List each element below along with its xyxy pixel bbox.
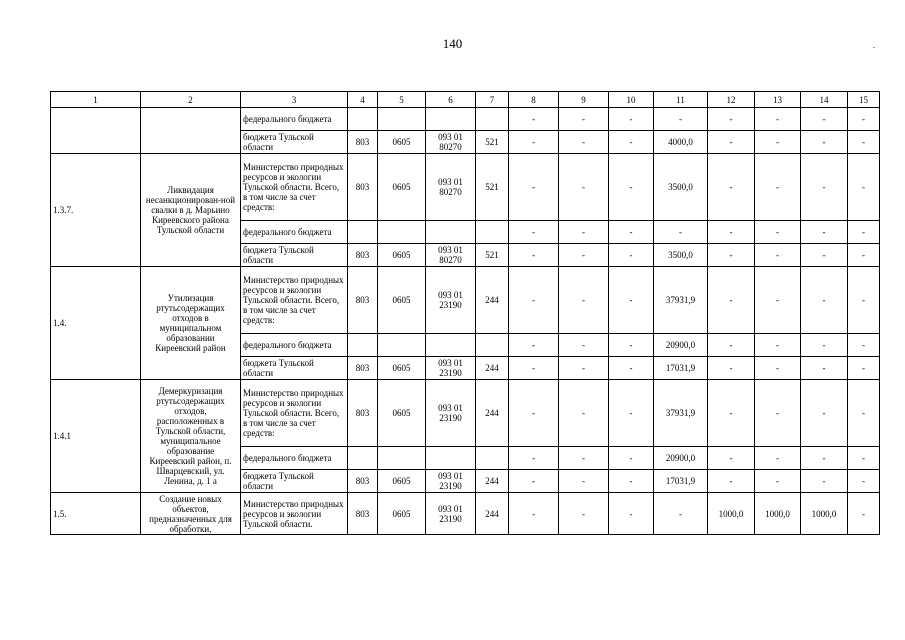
ministry-code-cell: 803 (348, 131, 378, 154)
item-number-cell: 1.3.7. (51, 154, 141, 267)
amount-cell: - (609, 221, 654, 244)
amount-cell: - (708, 154, 755, 221)
table-row (51, 380, 880, 447)
scan-mark (873, 47, 875, 48)
amount-cell: - (509, 244, 559, 267)
amount-cell: - (755, 267, 801, 334)
item-number-cell (51, 108, 141, 154)
amount-cell: - (801, 357, 848, 380)
amount-cell: - (801, 221, 848, 244)
header-cell: 8 (509, 92, 559, 108)
amount-cell: - (609, 493, 654, 535)
expense-type-cell: 521 (476, 131, 509, 154)
amount-cell: - (609, 470, 654, 493)
amount-cell: - (848, 108, 880, 131)
section-code-cell: 0605 (378, 131, 426, 154)
amount-cell: - (848, 154, 880, 221)
ministry-code-cell: 803 (348, 493, 378, 535)
header-cell: 11 (654, 92, 708, 108)
ministry-code-cell (348, 447, 378, 470)
amount-cell: 3500,0 (654, 244, 708, 267)
expense-type-cell (476, 447, 509, 470)
header-cell: 3 (241, 92, 348, 108)
funding-source-cell: федерального бюджета (241, 447, 348, 470)
amount-cell: - (559, 357, 609, 380)
amount-cell: - (801, 131, 848, 154)
amount-cell: - (848, 334, 880, 357)
amount-cell: - (609, 357, 654, 380)
expense-type-cell (476, 334, 509, 357)
amount-cell: - (654, 221, 708, 244)
section-code-cell: 0605 (378, 267, 426, 334)
amount-cell: 37931,9 (654, 380, 708, 447)
amount-cell: - (509, 108, 559, 131)
amount-cell: - (848, 493, 880, 535)
section-code-cell (378, 334, 426, 357)
amount-cell: - (848, 244, 880, 267)
funding-source-cell: бюджета Тульской области (241, 131, 348, 154)
amount-cell: 1000,0 (755, 493, 801, 535)
funding-source-cell: бюджета Тульской области (241, 470, 348, 493)
amount-cell: - (801, 267, 848, 334)
header-cell: 1 (51, 92, 141, 108)
table-body (51, 92, 880, 535)
amount-cell: - (755, 221, 801, 244)
amount-cell: - (509, 447, 559, 470)
item-number-cell: 1.4. (51, 267, 141, 380)
ministry-code-cell: 803 (348, 267, 378, 334)
expense-type-cell: 244 (476, 267, 509, 334)
amount-cell: - (708, 267, 755, 334)
amount-cell: - (755, 108, 801, 131)
expense-type-cell: 244 (476, 493, 509, 535)
header-row (51, 92, 880, 108)
expense-type-cell (476, 108, 509, 131)
ministry-code-cell: 803 (348, 154, 378, 221)
amount-cell: 1000,0 (801, 493, 848, 535)
amount-cell: - (559, 131, 609, 154)
amount-cell: - (609, 380, 654, 447)
target-article-cell: 093 01 23190 (426, 493, 476, 535)
amount-cell: - (654, 108, 708, 131)
amount-cell: - (801, 470, 848, 493)
target-article-cell (426, 108, 476, 131)
amount-cell: - (509, 380, 559, 447)
section-code-cell: 0605 (378, 380, 426, 447)
amount-cell: - (509, 493, 559, 535)
amount-cell: - (509, 154, 559, 221)
amount-cell: - (609, 267, 654, 334)
amount-cell: - (755, 334, 801, 357)
amount-cell: - (509, 131, 559, 154)
expense-type-cell: 521 (476, 244, 509, 267)
ministry-code-cell (348, 108, 378, 131)
ministry-code-cell: 803 (348, 244, 378, 267)
amount-cell: - (755, 447, 801, 470)
amount-cell: - (559, 493, 609, 535)
section-code-cell: 0605 (378, 244, 426, 267)
amount-cell: - (509, 267, 559, 334)
section-code-cell (378, 221, 426, 244)
amount-cell: - (609, 131, 654, 154)
target-article-cell: 093 01 23190 (426, 267, 476, 334)
amount-cell: - (755, 131, 801, 154)
amount-cell: - (609, 154, 654, 221)
expense-type-cell: 244 (476, 470, 509, 493)
target-article-cell (426, 447, 476, 470)
amount-cell: - (509, 221, 559, 244)
section-code-cell (378, 447, 426, 470)
amount-cell: - (708, 380, 755, 447)
amount-cell: - (559, 221, 609, 244)
amount-cell: 37931,9 (654, 267, 708, 334)
expense-type-cell: 521 (476, 154, 509, 221)
amount-cell: - (609, 244, 654, 267)
amount-cell: - (708, 357, 755, 380)
section-code-cell: 0605 (378, 493, 426, 535)
table-row (51, 154, 880, 221)
ministry-code-cell: 803 (348, 470, 378, 493)
header-cell: 15 (848, 92, 880, 108)
amount-cell: - (848, 380, 880, 447)
table-row (51, 108, 880, 131)
amount-cell: - (708, 244, 755, 267)
amount-cell: - (609, 334, 654, 357)
amount-cell: 4000,0 (654, 131, 708, 154)
header-cell: 12 (708, 92, 755, 108)
target-article-cell: 093 01 23190 (426, 470, 476, 493)
amount-cell: 1000,0 (708, 493, 755, 535)
page-number: 140 (442, 36, 463, 51)
amount-cell: - (559, 108, 609, 131)
amount-cell: - (708, 470, 755, 493)
amount-cell: - (848, 447, 880, 470)
funding-source-cell: Министерство природных ресурсов и экологии Тульской области. Всего, в том числе за счет средств: (241, 380, 348, 447)
ministry-code-cell: 803 (348, 380, 378, 447)
table-row (51, 267, 880, 334)
section-code-cell: 0605 (378, 470, 426, 493)
item-name-cell: Ликвидация несанкционирован-ной свалки в д. Марьино Киреевского района Тульской области (141, 154, 241, 267)
amount-cell: - (559, 244, 609, 267)
item-number-cell: 1.5. (51, 493, 141, 535)
expense-type-cell: 244 (476, 357, 509, 380)
amount-cell: 17031,9 (654, 470, 708, 493)
amount-cell: - (848, 357, 880, 380)
header-cell: 13 (755, 92, 801, 108)
ministry-code-cell: 803 (348, 357, 378, 380)
amount-cell: - (559, 380, 609, 447)
item-name-cell: Утилизация ртутьсодержащих отходов в муниципальном образовании Киреевский район (141, 267, 241, 380)
amount-cell: - (559, 267, 609, 334)
amount-cell: - (755, 470, 801, 493)
header-cell: 4 (348, 92, 378, 108)
item-name-cell: Создание новых объектов, предназначенных для обработки, (141, 493, 241, 535)
amount-cell: - (559, 334, 609, 357)
budget-table (50, 91, 880, 535)
table-row (51, 493, 880, 535)
amount-cell: - (609, 108, 654, 131)
header-cell: 5 (378, 92, 426, 108)
header-cell: 2 (141, 92, 241, 108)
funding-source-cell: Министерство природных ресурсов и экологии Тульской области. (241, 493, 348, 535)
amount-cell: - (848, 131, 880, 154)
amount-cell: - (848, 470, 880, 493)
funding-source-cell: федерального бюджета (241, 334, 348, 357)
amount-cell: 17031,9 (654, 357, 708, 380)
header-cell: 14 (801, 92, 848, 108)
amount-cell: - (559, 470, 609, 493)
target-article-cell: 093 01 80270 (426, 131, 476, 154)
expense-type-cell: 244 (476, 380, 509, 447)
amount-cell: - (654, 493, 708, 535)
header-cell: 6 (426, 92, 476, 108)
amount-cell: - (801, 154, 848, 221)
amount-cell: - (755, 357, 801, 380)
amount-cell: - (708, 131, 755, 154)
funding-source-cell: Министерство природных ресурсов и экологии Тульской области. Всего, в том числе за счет средств: (241, 154, 348, 221)
amount-cell: - (609, 447, 654, 470)
amount-cell: - (755, 380, 801, 447)
amount-cell: - (509, 470, 559, 493)
amount-cell: - (509, 357, 559, 380)
funding-source-cell: бюджета Тульской области (241, 244, 348, 267)
header-cell: 9 (559, 92, 609, 108)
funding-source-cell: федерального бюджета (241, 221, 348, 244)
item-name-cell (141, 108, 241, 154)
amount-cell: - (755, 154, 801, 221)
amount-cell: - (801, 447, 848, 470)
target-article-cell: 093 01 80270 (426, 154, 476, 221)
amount-cell: - (801, 108, 848, 131)
amount-cell: - (708, 447, 755, 470)
target-article-cell: 093 01 23190 (426, 380, 476, 447)
expense-type-cell (476, 221, 509, 244)
target-article-cell (426, 221, 476, 244)
amount-cell: 3500,0 (654, 154, 708, 221)
amount-cell: - (755, 244, 801, 267)
header-cell: 7 (476, 92, 509, 108)
target-article-cell: 093 01 23190 (426, 357, 476, 380)
section-code-cell: 0605 (378, 154, 426, 221)
item-name-cell: Демеркуризация ртутьсодержащих отходов, расположенных в Тульской области, муниципальное образование Киреевский район, п. Шварцевский, ул. Ленина, д. 1 а (141, 380, 241, 493)
header-cell: 10 (609, 92, 654, 108)
section-code-cell (378, 108, 426, 131)
amount-cell: - (801, 334, 848, 357)
amount-cell: - (708, 221, 755, 244)
ministry-code-cell (348, 334, 378, 357)
funding-source-cell: Министерство природных ресурсов и экологии Тульской области. Всего, в том числе за счет средств: (241, 267, 348, 334)
funding-source-cell: бюджета Тульской области (241, 357, 348, 380)
funding-source-cell: федерального бюджета (241, 108, 348, 131)
amount-cell: 20900,0 (654, 334, 708, 357)
amount-cell: - (559, 154, 609, 221)
amount-cell: - (801, 380, 848, 447)
amount-cell: - (801, 244, 848, 267)
ministry-code-cell (348, 221, 378, 244)
amount-cell: - (708, 108, 755, 131)
amount-cell: - (848, 221, 880, 244)
item-number-cell: 1.4.1 (51, 380, 141, 493)
amount-cell: - (509, 334, 559, 357)
target-article-cell (426, 334, 476, 357)
section-code-cell: 0605 (378, 357, 426, 380)
amount-cell: - (848, 267, 880, 334)
target-article-cell: 093 01 80270 (426, 244, 476, 267)
amount-cell: - (708, 334, 755, 357)
amount-cell: 20900,0 (654, 447, 708, 470)
amount-cell: - (559, 447, 609, 470)
